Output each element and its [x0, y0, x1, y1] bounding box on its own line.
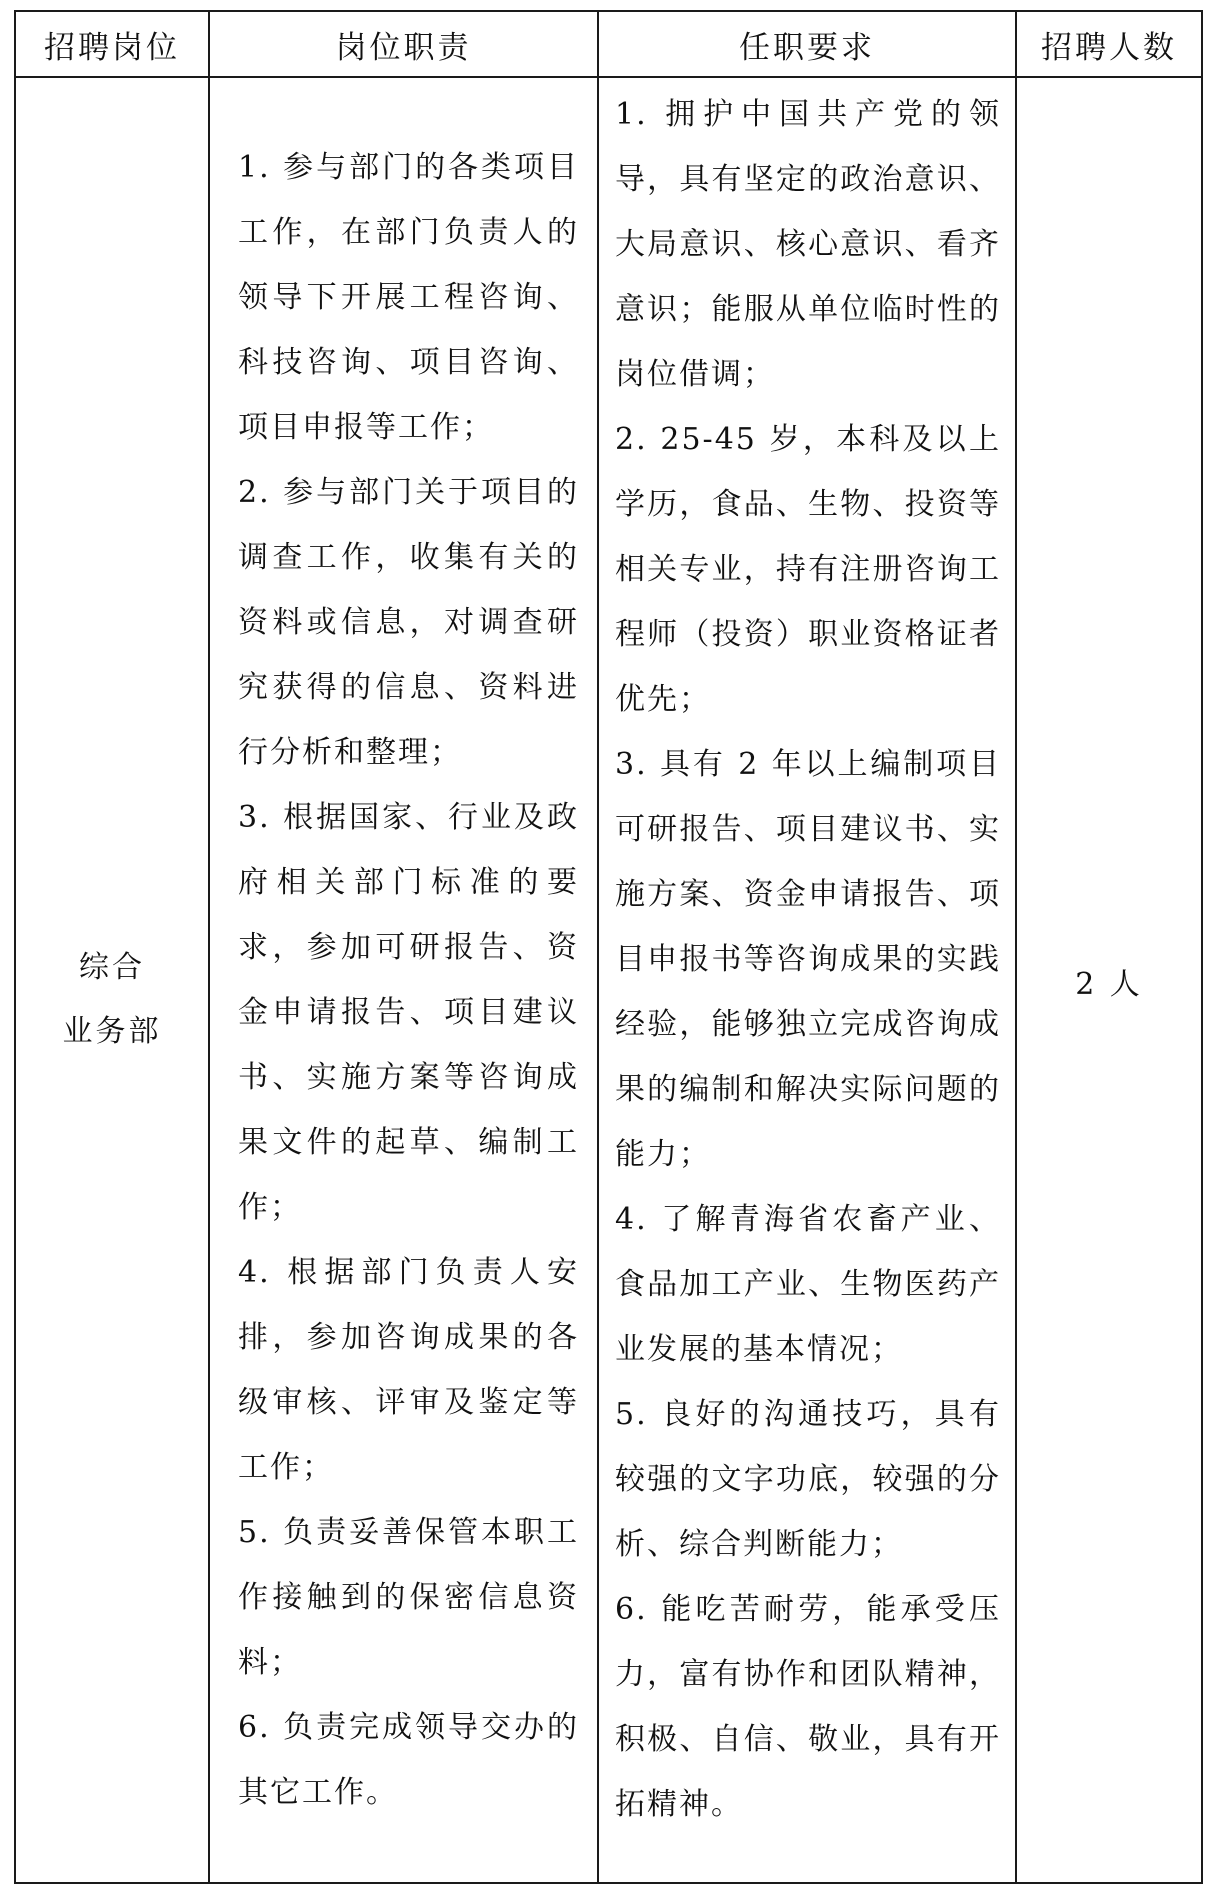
post-cell — [15, 77, 209, 1883]
duty-item: 6. 负责完成领导交办的其它工作。 — [238, 1710, 579, 1810]
duty-item: 1. 参与部门的各类项目工作，在部门负责人的领导下开展工程咨询、科技咨询、项目咨询、项目申报等工作； — [238, 150, 579, 445]
requirement-item: 2. 25-45 岁，本科及以上学历，食品、生物、投资等相关专业，持有注册咨询工程师（投资）职业资格证者优先； — [615, 422, 1001, 717]
requirement-item: 4. 了解青海省农畜产业、食品加工产业、生物医药产业发展的基本情况； — [615, 1202, 1001, 1367]
requirement-item: 5. 良好的沟通技巧，具有较强的文字功底，较强的分析、综合判断能力； — [615, 1397, 1001, 1562]
recruitment-table — [14, 10, 1203, 1884]
duties-cell — [209, 77, 598, 1883]
header-requirements: 任职要求 — [598, 11, 1016, 77]
requirement-item: 3. 具有 2 年以上编制项目可研报告、项目建议书、实施方案、资金申请报告、项目申报书等咨询成果的实践经验，能够独立完成咨询成果的编制和解决实际问题的能力； — [615, 747, 1001, 1172]
requirements-list — [615, 82, 1001, 1837]
requirement-item: 6. 能吃苦耐劳，能承受压力，富有协作和团队精神，积极、自信、敬业，具有开拓精神。 — [615, 1592, 1001, 1822]
duty-item: 4. 根据部门负责人安排，参加咨询成果的各级审核、评审及鉴定等工作； — [238, 1255, 579, 1485]
header-row — [15, 11, 1202, 77]
header-count: 招聘人数 — [1016, 11, 1202, 77]
duties-list — [238, 135, 579, 1825]
table-row — [15, 77, 1202, 1883]
duty-item: 3. 根据国家、行业及政府相关部门标准的要求，参加可研报告、资金申请报告、项目建议书、实施方案等咨询成果文件的起草、编制工作； — [238, 800, 579, 1225]
post-name-line2: 业务部 — [62, 1014, 162, 1049]
header-duties: 岗位职责 — [209, 11, 598, 77]
header-post: 招聘岗位 — [15, 11, 209, 77]
count-cell — [1016, 77, 1202, 1883]
requirements-cell — [598, 77, 1016, 1883]
duty-item: 5. 负责妥善保管本职工作接触到的保密信息资料； — [238, 1515, 579, 1680]
post-name-line1: 综合 — [79, 950, 145, 985]
headcount-value: 2 人 — [1075, 967, 1143, 1002]
duty-item: 2. 参与部门关于项目的调查工作，收集有关的资料或信息，对调查研究获得的信息、资料进行分析和整理； — [238, 475, 579, 770]
requirement-item: 1. 拥护中国共产党的领导，具有坚定的政治意识、大局意识、核心意识、看齐意识；能服从单位临时性的岗位借调； — [615, 97, 1001, 392]
